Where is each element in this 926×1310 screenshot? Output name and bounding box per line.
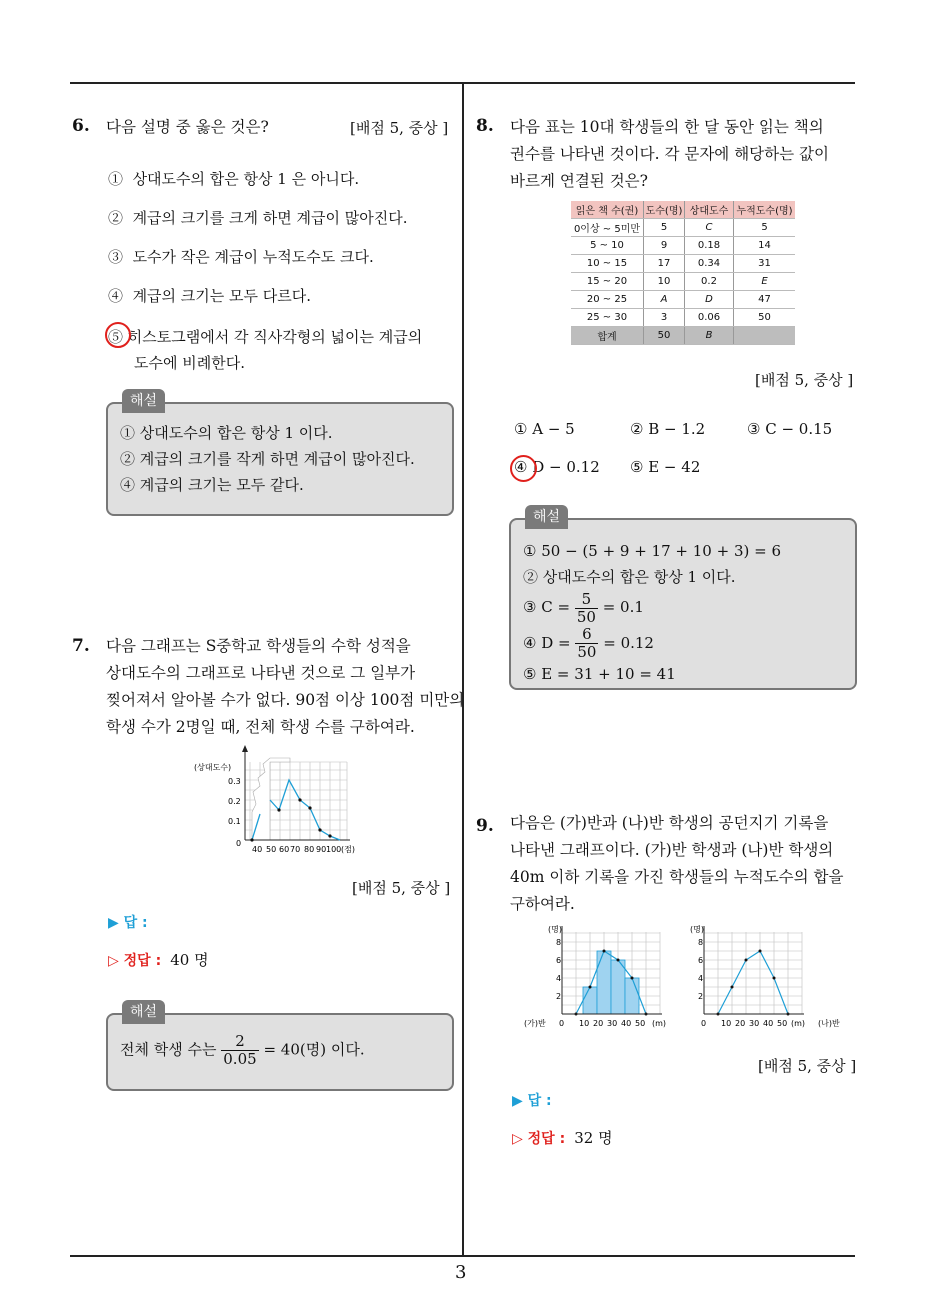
- table-row: 20 ~ 25 A D 47: [571, 291, 795, 309]
- q6-selected-circle: [105, 322, 131, 348]
- q7-chart-xunit: (점): [341, 845, 355, 854]
- q9-correct-value: 32 명: [574, 1129, 613, 1147]
- svg-text:6: 6: [556, 956, 562, 965]
- q6-choice-1[interactable]: ① 상대도수의 합은 항상 1 은 아니다.: [108, 170, 360, 188]
- svg-text:30: 30: [749, 1019, 760, 1028]
- svg-text:10: 10: [579, 1019, 590, 1028]
- bottom-rule: [70, 1255, 855, 1257]
- q7-explain-tag: 해설: [122, 1000, 165, 1024]
- q7-correct: [108, 949, 209, 970]
- svg-text:50: 50: [777, 1019, 788, 1028]
- svg-text:20: 20: [593, 1019, 604, 1028]
- q7-number: 7.: [72, 636, 90, 656]
- q6-explain-box: [106, 393, 454, 516]
- q7-answer-input[interactable]: [180, 908, 380, 930]
- q9-correct-label: ▷ 정답 :: [512, 1131, 566, 1147]
- q8-explain-tag: 해설: [525, 505, 568, 529]
- q8-choice-2[interactable]: ② B − 1.2: [630, 420, 706, 438]
- svg-text:40: 40: [621, 1019, 632, 1028]
- q7-relative-frequency-chart: [190, 742, 360, 854]
- q8-points: [배점 5, 중상 ]: [755, 371, 854, 389]
- table-row: 25 ~ 30 3 0.06 50: [571, 309, 795, 327]
- table-header-row: 읽은 책 수(권) 도수(명) 상대도수 누적도수(명): [571, 201, 795, 219]
- svg-text:8: 8: [556, 938, 562, 947]
- q7-correct-label: ▷ 정답 :: [108, 953, 162, 969]
- svg-text:(m): (m): [791, 1019, 806, 1028]
- svg-text:20: 20: [735, 1019, 746, 1028]
- q7-chart-xtick: 50: [266, 845, 277, 854]
- q6-explain-tag: 해설: [122, 389, 165, 413]
- svg-text:2: 2: [698, 992, 704, 1001]
- q9a-class-label: (가)반: [524, 1019, 546, 1028]
- q7-explain-box: 해설 전체 학생 수는 $\frac{2}{0.05}$ = 40(명) 이다.: [106, 1013, 454, 1091]
- q6-explain-line: ④ 계급의 크기는 모두 같다.: [120, 476, 304, 494]
- table-row: 5 ~ 10 9 0.18 14: [571, 237, 795, 255]
- table-sum-row: 합계 50 B: [571, 327, 795, 345]
- q7-answer-label: ▶ 답 :: [108, 915, 148, 931]
- q9-chart-class-a: [522, 922, 678, 1030]
- table-row: 15 ~ 20 10 0.2 E: [571, 273, 795, 291]
- q6-explain-line: ① 상대도수의 합은 항상 1 이다.: [120, 424, 333, 442]
- q8-explain-line: ② 상대도수의 합은 항상 1 이다.: [523, 568, 736, 586]
- q8-explain-box: [509, 509, 857, 690]
- q8-choice-3[interactable]: ③ C − 0.15: [747, 420, 833, 438]
- q8-choice-4[interactable]: ④ D − 0.12: [514, 458, 600, 476]
- svg-text:0: 0: [559, 1019, 565, 1028]
- q6-choice-4[interactable]: ④ 계급의 크기는 모두 다르다.: [108, 287, 312, 305]
- q8-choice-1[interactable]: ① A − 5: [514, 420, 575, 438]
- q8-explain-line: ⑤ E = 31 + 10 = 41: [523, 665, 676, 683]
- q8-explain-line: ④ D = $\frac{6}{50}$ = 0.12: [523, 625, 654, 661]
- q7-chart-xtick: 90: [316, 845, 327, 854]
- q7-chart-xtick: 70: [290, 845, 301, 854]
- q7-chart-xtick: 40: [252, 845, 263, 854]
- svg-text:4: 4: [698, 974, 704, 983]
- svg-text:8: 8: [698, 938, 704, 947]
- svg-text:(m): (m): [652, 1019, 667, 1028]
- q7-points: [배점 5, 중상 ]: [352, 879, 451, 897]
- q8-frequency-table: [571, 201, 795, 345]
- q7-chart-xtick: 60: [279, 845, 290, 854]
- q9-answer-input[interactable]: [584, 1086, 784, 1108]
- q6-choice-5[interactable]: ⑤ 히스토그램에서 각 직사각형의 넓이는 계급의 도수에 비례한다.: [108, 328, 423, 372]
- q6-points: [배점 5, 중상 ]: [350, 119, 449, 137]
- q6-explain-line: ② 계급의 크기를 작게 하면 계급이 많아진다.: [120, 450, 415, 468]
- q8-text: 다음 표는 10대 학생들의 한 달 동안 읽는 책의 권수를 나타낸 것이다. 각 문자에 해당하는 값이 바르게 연결된 것은?: [510, 118, 829, 190]
- svg-text:40: 40: [763, 1019, 774, 1028]
- q7-chart-ytick: 0.1: [228, 817, 241, 826]
- q8-selected-circle: [510, 455, 537, 482]
- svg-text:4: 4: [556, 974, 562, 983]
- table-row: 0이상 ~ 5미만 5 C 5: [571, 219, 795, 237]
- q7-correct-value: 40 명: [170, 951, 209, 969]
- q6-choice-2[interactable]: ② 계급의 크기를 크게 하면 계급이 많아진다.: [108, 209, 408, 227]
- q6-choice-3[interactable]: ③ 도수가 작은 계급이 누적도수도 크다.: [108, 248, 374, 266]
- q7-chart-ytick: 0: [236, 839, 242, 848]
- q8-explain-line: ③ C = $\frac{5}{50}$ = 0.1: [523, 589, 644, 626]
- q8-explain-line: ① 50 − (5 + 9 + 17 + 10 + 3) = 6: [523, 542, 781, 560]
- q9b-class-label: (나)반: [818, 1019, 840, 1028]
- svg-text:0: 0: [701, 1019, 707, 1028]
- q9-number: 9.: [476, 816, 494, 836]
- q6-text: 다음 설명 중 옳은 것은?: [106, 118, 269, 136]
- table-row: 10 ~ 15 17 0.34 31: [571, 255, 795, 273]
- q7-chart-xtick: 80: [304, 845, 315, 854]
- q7-chart-ytick: 0.2: [228, 797, 241, 806]
- q9-correct: [512, 1127, 613, 1148]
- svg-text:30: 30: [607, 1019, 618, 1028]
- q9-answer-label: ▶ 답 :: [512, 1093, 552, 1109]
- svg-text:10: 10: [721, 1019, 732, 1028]
- q7-explain-fraction: $\frac{2}{0.05}$: [223, 1032, 257, 1068]
- q9-points: [배점 5, 중상 ]: [758, 1057, 857, 1075]
- q7-chart-ytick: 0.3: [228, 777, 241, 786]
- svg-text:6: 6: [698, 956, 704, 965]
- q8-choice-5[interactable]: ⑤ E − 42: [630, 458, 701, 476]
- q9-chart-class-b: [688, 922, 848, 1030]
- page-number: 3: [455, 1262, 467, 1283]
- q6-number: 6.: [72, 116, 90, 136]
- q9a-ylabel: (명): [548, 925, 562, 934]
- q7-chart-xtick: 100: [326, 845, 342, 854]
- q9-text: 다음은 (가)반과 (나)반 학생의 공던지기 기록을 나타낸 그래프이다. (가)반 학생과 (나)반 학생의 40m 이하 기록을 가진 학생들의 누적도수의 합을 구하여라.: [510, 814, 844, 913]
- svg-text:50: 50: [635, 1019, 646, 1028]
- q7-chart-ylabel: (상대도수): [194, 763, 232, 772]
- q7-text: 다음 그래프는 S중학교 학생들의 수학 성적을 상대도수의 그래프로 나타낸 것으로 그 일부가 찢어져서 알아볼 수가 없다. 90점 이상 100점 미만의 학생 수가 2명일 때, 전체 학생 수를 구하여라.: [106, 637, 465, 736]
- q9b-ylabel: (명): [690, 925, 704, 934]
- q8-number: 8.: [476, 116, 494, 136]
- svg-text:2: 2: [556, 992, 562, 1001]
